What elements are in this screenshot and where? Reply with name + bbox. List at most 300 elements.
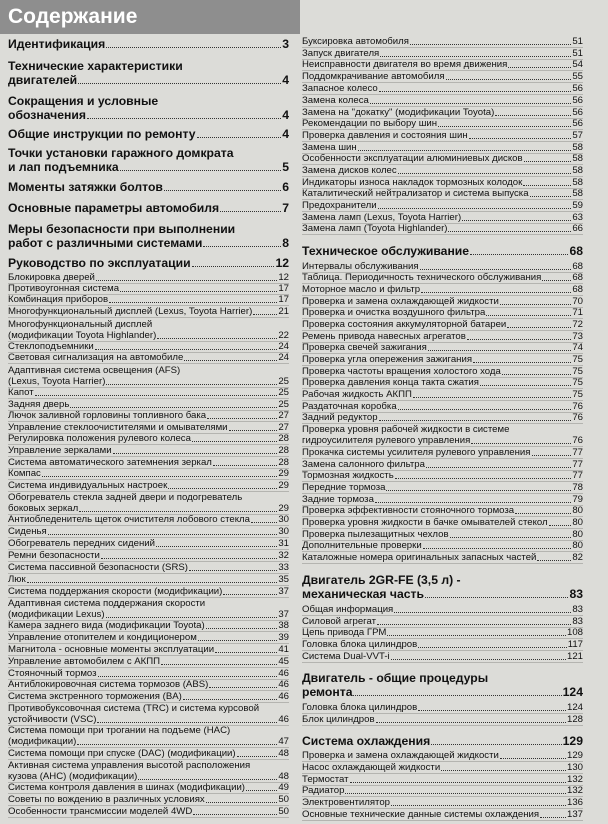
toc-page-number: 31 [278, 538, 289, 549]
dot-leader [421, 292, 571, 293]
dot-leader [537, 560, 571, 561]
dot-leader [223, 594, 277, 595]
dot-leader [168, 488, 277, 489]
dot-leader [156, 546, 277, 547]
toc-entry [302, 809, 583, 821]
toc-page-number: 77 [572, 459, 583, 470]
toc-page-number: 30 [278, 514, 289, 525]
dot-leader [523, 185, 571, 186]
toc-section-entry [8, 201, 289, 215]
toc-entry-title: Головка блока цилиндров [302, 639, 418, 650]
toc-entry-title: (модификации Lexus) [8, 609, 105, 620]
toc-page-number: 38 [278, 620, 289, 631]
dot-leader [113, 453, 278, 454]
toc-page-number: 57 [572, 130, 583, 141]
toc-entry [302, 165, 583, 177]
toc-entry [302, 604, 583, 616]
toc-page-number: 6 [282, 180, 289, 194]
dot-leader [486, 315, 571, 316]
toc-section-entry [8, 180, 289, 194]
toc-page-number: 68 [569, 244, 583, 258]
toc-page-number: 80 [572, 517, 583, 528]
toc-entry-title: Противобуксовочная система (TRC) и система курсовой [8, 703, 260, 714]
toc-entry-title: Электровентилятор [302, 797, 391, 808]
toc-page-number: 29 [278, 503, 289, 514]
dot-leader [376, 722, 566, 723]
page-title: Содержание [0, 0, 300, 34]
toc-entry [8, 562, 289, 574]
dot-leader [370, 103, 571, 104]
dot-leader [425, 597, 568, 598]
toc-page-number: 68 [572, 261, 583, 272]
toc-page-number: 56 [572, 95, 583, 106]
dot-leader [379, 420, 572, 421]
toc-page-number: 37 [278, 586, 289, 597]
toc-page-number: 8 [282, 236, 289, 250]
toc-page-number: 56 [572, 83, 583, 94]
toc-entry [8, 748, 289, 760]
toc-page-number: 129 [562, 734, 583, 748]
toc-entry [8, 620, 289, 632]
dot-leader [549, 525, 572, 526]
toc-page-number: 58 [572, 153, 583, 164]
toc-entry-title: Индикаторы износа накладок тормозных колодок [302, 177, 523, 188]
toc-entry-title: Задняя дверь [8, 399, 70, 410]
dot-leader [470, 254, 568, 255]
dot-leader [345, 793, 566, 794]
toc-entry-title: Основные технические данные системы охлаждения [302, 809, 540, 820]
toc-section-entry [302, 573, 583, 601]
toc-entry [8, 725, 289, 748]
toc-entry-title: (модификации) [8, 736, 77, 747]
toc-page-number: 51 [572, 48, 583, 59]
toc-entry [8, 538, 289, 550]
toc-entry-title: Адаптивная система освещения (AFS) [8, 365, 181, 376]
dot-leader [206, 628, 278, 629]
toc-page-number: 76 [572, 435, 583, 446]
toc-page-number: 68 [572, 284, 583, 295]
toc-entry-title: Насос охлаждающей жидкости [302, 762, 441, 773]
toc-page-number: 29 [278, 480, 289, 491]
toc-entry-title: Таблица. Периодичность технического обслуживания [302, 272, 542, 283]
toc-page-number: 46 [278, 691, 289, 702]
toc-entry-title: Неисправности двигателя во время движения [302, 59, 508, 70]
dot-leader [120, 291, 277, 292]
toc-entry-title: Система пассивной безопасности (SRS) [8, 562, 188, 573]
toc-page-number: 137 [566, 809, 583, 820]
toc-entry-title: Противоугонная система [8, 283, 120, 294]
toc-entry [8, 387, 289, 399]
toc-page-number: 27 [278, 422, 289, 433]
toc-entry [302, 797, 583, 809]
toc-entry-title: гидроусилителя рулевого управления [302, 435, 471, 446]
dot-leader [189, 570, 277, 571]
toc-entry-title: Моменты затяжки болтов [8, 180, 163, 194]
dot-leader [413, 397, 571, 398]
toc-entry-title: Радиатор [302, 785, 345, 796]
toc-entry-title: Буксировка автомобиля [302, 36, 409, 47]
toc-entry [8, 410, 289, 422]
toc-entry-title: Компас [8, 468, 41, 479]
dot-leader [378, 208, 572, 209]
dot-leader [350, 782, 566, 783]
toc-page-number: 124 [562, 685, 583, 699]
toc-page-number: 27 [278, 410, 289, 421]
toc-page-number: 79 [572, 494, 583, 505]
toc-entry-title: Лючок заливной горловины топливного бака [8, 410, 207, 421]
toc-entry-title: Антиблокировочная система тормозов (ABS) [8, 679, 209, 690]
toc-entry-title: Запуск двигателя [302, 48, 380, 59]
toc-page-number: 80 [572, 529, 583, 540]
toc-entry-title: Система контроля давления в шинах (модификации) [8, 782, 246, 793]
toc-entry-title: Основные параметры автомобиля [8, 201, 220, 215]
toc-entry-title: Проверка давления и состояния шин [302, 130, 468, 141]
toc-page-number: 35 [278, 574, 289, 585]
dot-leader [431, 744, 561, 745]
toc-page-number: 75 [572, 354, 583, 365]
toc-entry-title: Сокращения и условные [8, 94, 159, 108]
dot-leader [95, 349, 278, 350]
dot-leader [462, 220, 571, 221]
toc-entry-title: Управление зеркалами [8, 445, 112, 456]
dot-leader [215, 652, 277, 653]
toc-entry [302, 377, 583, 389]
dot-leader [495, 115, 571, 116]
toc-page-number: 32 [278, 550, 289, 561]
toc-entry-title: Активная система управления высотой расположения [8, 760, 251, 771]
dot-leader [183, 699, 278, 700]
toc-entry-title: Точки установки гаражного домкрата [8, 146, 234, 160]
toc-page-number: 4 [282, 73, 289, 87]
toc-entry-title: Советы по вождению в различных условиях [8, 794, 205, 805]
toc-entry-title: Задние тормоза [302, 494, 374, 505]
toc-page-number: 130 [566, 762, 583, 773]
toc-entry [8, 782, 289, 794]
toc-entry [302, 354, 583, 366]
toc-page-number: 3 [282, 37, 289, 51]
toc-page-number: 77 [572, 470, 583, 481]
toc-entry [8, 319, 289, 342]
toc-page-number: 80 [572, 505, 583, 516]
toc-entry [302, 651, 583, 663]
dot-leader [507, 327, 571, 328]
dot-leader [502, 374, 571, 375]
toc-page-number: 136 [566, 797, 583, 808]
toc-page-number: 46 [278, 714, 289, 725]
toc-entry-title: Проверка угла опережения зажигания [302, 354, 473, 365]
toc-section-entry [8, 222, 289, 250]
toc-entry [302, 389, 583, 401]
toc-section-entry [8, 59, 289, 87]
toc-page-number: 28 [278, 445, 289, 456]
toc-entry-title: обозначения [8, 108, 86, 122]
toc-entry [302, 188, 583, 200]
dot-leader [35, 395, 278, 396]
toc-page-number: 76 [572, 401, 583, 412]
dot-leader [394, 612, 571, 613]
toc-entry-title: Головка блока цилиндров [302, 702, 418, 713]
dot-leader [77, 744, 277, 745]
dot-leader [70, 407, 277, 408]
toc-entry [302, 447, 583, 459]
dot-leader [42, 476, 277, 477]
toc-page-number: 83 [569, 587, 583, 601]
toc-entry [302, 750, 583, 762]
toc-page-number: 73 [572, 331, 583, 342]
toc-entry [8, 445, 289, 457]
toc-page-number: 54 [572, 59, 583, 70]
toc-section-entry [302, 671, 583, 699]
toc-entry-title: Общие инструкции по ремонту [8, 127, 196, 141]
toc-entry-title: Двигатель 2GR-FE (3,5 л) - [302, 573, 461, 587]
toc-entry [302, 627, 583, 639]
toc-entry-title: Каталожные номера оригинальных запасных частей [302, 552, 537, 563]
toc-entry [8, 632, 289, 644]
toc-entry-title: Адаптивная система поддержания скорости [8, 598, 206, 609]
dot-leader [253, 314, 277, 315]
toc-entry-title: Многофункциональный дисплей [8, 319, 153, 330]
dot-leader [184, 360, 277, 361]
dot-leader [106, 47, 281, 48]
toc-page-number: 75 [572, 389, 583, 400]
dot-leader [164, 190, 281, 191]
toc-entry-title: Сиденья [8, 526, 47, 537]
toc-entry-title: Дополнительные проверки [302, 540, 422, 551]
toc-entry [8, 365, 289, 388]
toc-entry-title: Проверка и замена охлаждающей жидкости [302, 296, 499, 307]
dot-leader [391, 659, 566, 660]
dot-leader [471, 443, 571, 444]
dot-leader [138, 779, 277, 780]
toc-entry-title: Блокировка дверей [8, 272, 95, 283]
dot-leader [375, 502, 571, 503]
toc-page-number: 77 [572, 447, 583, 458]
dot-leader [229, 430, 278, 431]
toc-entry [302, 307, 583, 319]
toc-entry-title: Световая сигнализация на автомобиле [8, 352, 184, 363]
toc-page-number: 39 [278, 632, 289, 643]
toc-section-entry [8, 146, 289, 174]
toc-entry [8, 574, 289, 586]
toc-entry-title: Проверка уровня рабочей жидкости в системе [302, 424, 510, 435]
toc-section-entry [8, 127, 289, 141]
toc-page-number: 59 [572, 200, 583, 211]
toc-page-number: 17 [278, 294, 289, 305]
dot-leader [27, 582, 278, 583]
toc-entry [302, 95, 583, 107]
dot-leader [530, 196, 572, 197]
toc-entry [302, 482, 583, 494]
toc-entry-title: Интервалы обслуживания [302, 261, 419, 272]
dot-leader [78, 83, 281, 84]
dot-leader [358, 150, 572, 151]
toc-entry [8, 468, 289, 480]
toc-entry [8, 492, 289, 515]
dot-leader [106, 617, 278, 618]
dot-leader [96, 280, 277, 281]
dot-leader [426, 467, 571, 468]
dot-leader [480, 385, 571, 386]
toc-entry [302, 130, 583, 142]
toc-entry [302, 319, 583, 331]
toc-page-number: 56 [572, 107, 583, 118]
toc-page-number: 48 [278, 748, 289, 759]
toc-page-number: 17 [278, 283, 289, 294]
toc-entry-title: Прокачка системы усилителя рулевого управления [302, 447, 531, 458]
toc-entry [302, 762, 583, 774]
dot-leader [79, 511, 277, 512]
toc-page-number: 41 [278, 644, 289, 655]
toc-entry-title: Блок цилиндров [302, 714, 375, 725]
toc-page-number: 28 [278, 457, 289, 468]
dot-leader [101, 558, 277, 559]
toc-page-number: 50 [278, 806, 289, 817]
toc-entry [302, 540, 583, 552]
toc-page-number: 22 [278, 330, 289, 341]
toc-entry-title: Проверка уровня жидкости в бачке омывателей стекол [302, 517, 548, 528]
toc-entry-title: Система помощи при трогании на подъеме (HAC) [8, 725, 231, 736]
toc-entry-title: Обогреватель стекла задней двери и подогреватель [8, 492, 243, 503]
toc-page-number: 46 [278, 668, 289, 679]
toc-page-number: 66 [572, 223, 583, 234]
toc-entry [302, 424, 583, 447]
toc-entry-title: ремонта [302, 685, 353, 699]
dot-leader [48, 534, 278, 535]
toc-entry-title: Двигатель - общие процедуры [302, 671, 489, 685]
toc-entry-title: Многофункциональный дисплей (Lexus, Toyota Harrier) [8, 306, 253, 317]
toc-entry-title: Капот [8, 387, 34, 398]
toc-page-number: 49 [278, 782, 289, 793]
toc-entry-title: Замена дисков колес [302, 165, 397, 176]
toc-section-entry [8, 256, 289, 270]
toc-entry [302, 639, 583, 651]
toc-entry [302, 702, 583, 714]
toc-entry-title: Силовой агрегат [302, 616, 376, 627]
dot-leader [500, 758, 566, 759]
toc-page-number: 63 [572, 212, 583, 223]
toc-entry-title: Стояночный тормоз [8, 668, 97, 679]
toc-entry-title: (Lexus, Toyota Harrier) [8, 376, 106, 387]
dot-leader [423, 548, 572, 549]
toc-page-number: 12 [278, 272, 289, 283]
toc-page-number: 55 [572, 71, 583, 82]
toc-page-number: 72 [572, 319, 583, 330]
toc-page-number: 75 [572, 377, 583, 388]
toc-section-entry [302, 734, 583, 748]
toc-section-entry [302, 244, 583, 258]
dot-leader [508, 67, 571, 68]
dot-leader [379, 91, 572, 92]
toc-entry-title: Проверка давления конца такта сжатия [302, 377, 479, 388]
toc-entry-title: работ с различными системами [8, 236, 203, 250]
toc-page-number: 25 [278, 399, 289, 410]
toc-entry [8, 294, 289, 306]
toc-entry-title: Комбинация приборов [8, 294, 109, 305]
dot-leader [515, 513, 571, 514]
dot-leader [87, 118, 281, 119]
toc-page-number: 25 [278, 387, 289, 398]
toc-entry-title: Система Dual-VVT-i [302, 651, 390, 662]
toc-page-number: 28 [278, 433, 289, 444]
dot-leader [106, 384, 277, 385]
toc-entry [8, 433, 289, 445]
toc-entry-title: Технические характеристики [8, 59, 183, 73]
toc-entry-title: Термостат [302, 774, 349, 785]
toc-entry [8, 550, 289, 562]
toc-page-number: 76 [572, 412, 583, 423]
dot-leader [446, 79, 572, 80]
toc-page-number: 29 [278, 468, 289, 479]
dot-leader [469, 138, 572, 139]
toc-entry-title: Замена ламп (Toyota Highlander) [302, 223, 448, 234]
toc-entry-title: Особенности трансмиссии моделей 4WD [8, 806, 193, 817]
toc-entry-title: Цепь привода ГРМ [302, 627, 387, 638]
toc-entry-title: Система помощи при спуске (DAC) (модификации) [8, 748, 236, 759]
toc-entry-title: Обогреватель передних сидений [8, 538, 155, 549]
toc-page-number: 70 [572, 296, 583, 307]
toc-entry-title: Передние тормоза [302, 482, 386, 493]
dot-leader [438, 126, 571, 127]
toc-page-number: 4 [282, 127, 289, 141]
toc-page-number: 51 [572, 36, 583, 47]
dot-leader [398, 409, 572, 410]
toc-entry [302, 470, 583, 482]
toc-page-number: 7 [282, 201, 289, 215]
toc-page-number: 56 [572, 118, 583, 129]
dot-leader [450, 537, 572, 538]
dot-leader [532, 455, 572, 456]
toc-entry [302, 83, 583, 95]
dot-leader [207, 418, 277, 419]
toc-entry-title: Регулировка положения рулевого колеса [8, 433, 191, 444]
dot-leader [473, 362, 571, 363]
toc-entry-title: устойчивости (VSC) [8, 714, 97, 725]
dot-leader [418, 647, 566, 648]
toc-entry-title: Задний редуктор [302, 412, 378, 423]
toc-entry [302, 284, 583, 296]
toc-page-number: 58 [572, 188, 583, 199]
toc-section-entry [8, 37, 289, 51]
toc-entry [302, 714, 583, 726]
dot-leader [197, 137, 282, 138]
toc-entry-title: Общая информация [302, 604, 394, 615]
toc-page-number: 58 [572, 142, 583, 153]
toc-page-number: 12 [275, 256, 289, 270]
toc-entry [302, 552, 583, 564]
toc-page-number: 117 [567, 639, 583, 650]
toc-entry [8, 806, 289, 818]
toc-page-number: 58 [572, 165, 583, 176]
toc-entry-title: Управление отопителем и кондиционером [8, 632, 197, 643]
dot-leader [213, 465, 277, 466]
dot-leader [203, 246, 281, 247]
toc-entry-title: Ремни безопасности [8, 550, 100, 561]
toc-entry-title: Замена колеса [302, 95, 369, 106]
toc-entry [302, 517, 583, 529]
toc-page-number: 75 [572, 366, 583, 377]
dot-leader [467, 339, 571, 340]
dot-leader [161, 664, 277, 665]
dot-leader [410, 44, 571, 45]
dot-leader [377, 624, 571, 625]
toc-entry-title: Рабочая жидкость АКПП [302, 389, 412, 400]
toc-entry [302, 505, 583, 517]
dot-leader [206, 802, 278, 803]
toc-entry [8, 352, 289, 364]
toc-entry-title: Проверка и замена охлаждающей жидкости [302, 750, 499, 761]
toc-entry-title: Замена шин [302, 142, 357, 153]
toc-entry-title: Ремень привода навесных агрегатов [302, 331, 466, 342]
